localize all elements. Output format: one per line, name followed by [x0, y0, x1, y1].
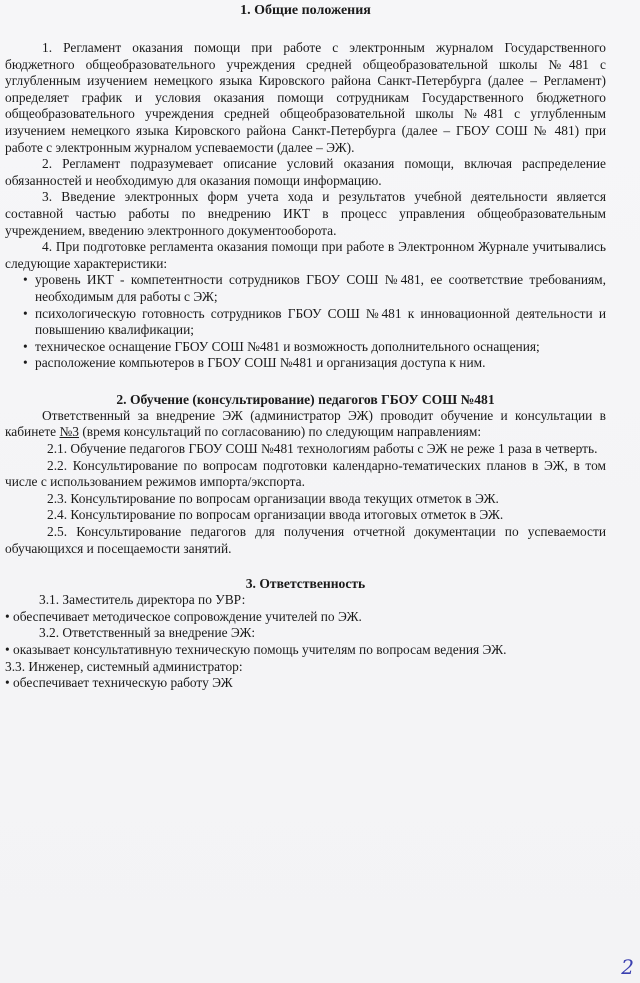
- section3-line-1: 3.1. Заместитель директора по УВР:: [39, 592, 246, 608]
- characteristics-list: [5, 272, 606, 372]
- section1-paragraph-1: 1. Регламент оказания помощи при работе с электронным журналом Государственного бюджетного общеобразовательного учреждения средней общеобразовательной школы №481 с углубленным изучением немецкого языка Кировского района Санкт-Петербурга (далее – Регламент) определяет график и условия оказания помощи сотрудникам Государственного бюджетного общеобразовательного учреждения средней общеобразовательной школы №481 с углубленным изучением немецкого языка Кировского района Санкт-Петербурга (далее – ГБОУ СОШ № 481) при работе с электронным журналом успеваемости (далее – ЭЖ).: [5, 40, 606, 155]
- room-number: №3: [59, 424, 79, 440]
- section3-line-5: 3.3. Инженер, системный администратор:: [5, 658, 243, 674]
- list-item: • расположение компьютеров в ГБОУ СОШ №481 и организация доступа к ним.: [5, 355, 606, 372]
- section1-paragraph-2: 2. Регламент подразумевает описание условий оказания помощи, включая распределение обязанностей и необходимую для оказания помощи информацию.: [5, 156, 606, 188]
- section2-item-3: 2.3. Консультирование по вопросам организации ввода текущих отметок в ЭЖ.: [47, 490, 499, 506]
- section2-item-5: 2.5. Консультирование педагогов для получения отчетной документации по успеваемости обучающихся и посещаемости занятий.: [5, 524, 606, 556]
- list-item: • психологическую готовность сотрудников ГБОУ СОШ №481 к инновационной деятельности и повышению квалификации;: [5, 306, 606, 339]
- section2-item-4: 2.4. Консультирование по вопросам организации ввода итоговых отметок в ЭЖ.: [47, 507, 504, 523]
- section2-item-2: 2.2. Консультирование по вопросам подготовки календарно-тематических планов в ЭЖ, в том числе с использованием режимов импорта/экспорта.: [5, 457, 606, 490]
- section3-line-4: • оказывает консультативную техническую помощь учителям по вопросам ведения ЭЖ.: [5, 642, 507, 657]
- section2-item-1: 2.1. Обучение педагогов ГБОУ СОШ №481 технологиям работы с ЭЖ не реже 1 раза в четверть.: [47, 441, 598, 457]
- section1-paragraph-3: 3. Введение электронных форм учета хода и результатов учебной деятельности является составной частью работы по внедрению ИКТ в процесс управления общеобразовательным учреждением, введению электронного документооборота.: [5, 189, 606, 238]
- page-number: 2: [621, 955, 634, 979]
- section1-title: 1. Общие положения: [240, 3, 371, 18]
- section2-title: 2. Обучение (консультирование) педагогов ГБОУ СОШ №481: [116, 391, 495, 407]
- section2-intro-end: (время консультаций по согласованию) по следующим направлениям:: [78, 424, 482, 440]
- section3-line-3: 3.2. Ответственный за внедрение ЭЖ:: [39, 625, 256, 641]
- section3-line-6: • обеспечивает техническую работу ЭЖ: [5, 675, 233, 691]
- section3-line-2: • обеспечивает методическое сопровождение учителей по ЭЖ.: [5, 608, 362, 624]
- list-item: • уровень ИКТ - компетентности сотрудников ГБОУ СОШ №481, ее соответствие требованиям, необходимым для работы с ЭЖ;: [5, 272, 606, 305]
- section1-paragraph-4: 4. При подготовке регламента оказания помощи при работе в Электронном Журнале учитывались следующие характеристики:: [5, 239, 606, 271]
- section2-intro-start: Ответственный за внедрение ЭЖ (администратор ЭЖ) проводит обучение и консультации в кабинете: [5, 407, 606, 440]
- list-item: • техническое оснащение ГБОУ СОШ №481 и возможность дополнительного оснащения;: [5, 339, 606, 356]
- section2-intro: [5, 408, 606, 441]
- section3-title: 3. Ответственность: [245, 576, 366, 592]
